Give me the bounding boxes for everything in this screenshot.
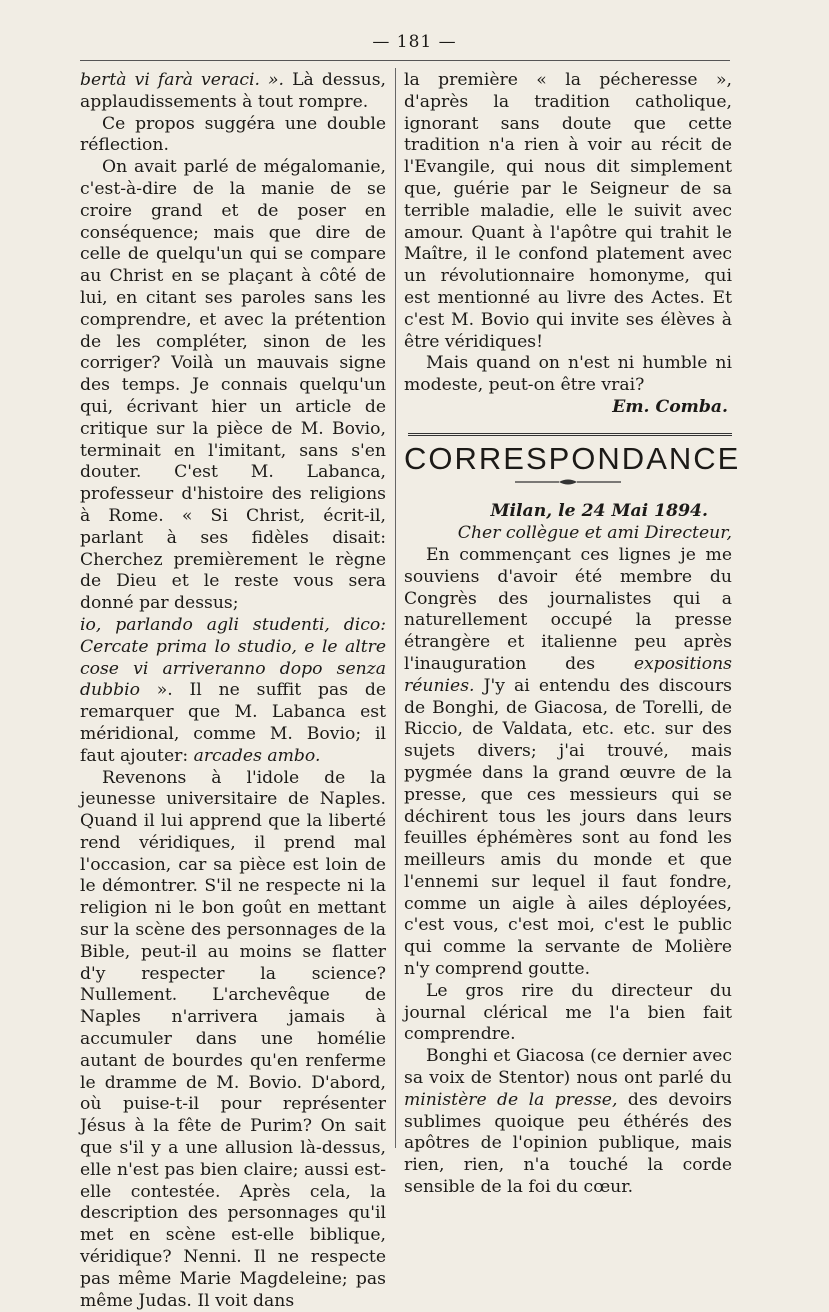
article-ending: [404, 70, 732, 397]
paragraph: [404, 1046, 732, 1199]
paragraph: Mais quand on n'est ni humble ni modeste, peut-on être vrai?: [404, 353, 732, 397]
text-run: En commençant ces lignes je me souviens d'avoir été membre du Congrès des journalistes qui a naturellement occupé la presse étrangère et italienne peu après l'inauguration des: [404, 545, 732, 674]
text-run: J'y ai entendu des discours de Bonghi, de Giacosa, de Torelli, de Riccio, de Valdata, etc. etc. sur des sujets divers; j'ai trouvé, mais pygmée dans la grand œuvre de la presse, que ces messieurs qui se déchirent tous les jours dans leurs feuilles éphémères sont au fond les meilleurs amis du monde et que l'ennemi sur lequel il faut fondre, comme un aigle à ailes déployées, c'est vous, c'est moi, c'est le public qui comme la servante de Molière n'y comprend goutte.: [404, 676, 732, 979]
author-signature: Em. Comba.: [404, 397, 732, 419]
letter-salutation: Cher collègue et ami Directeur,: [404, 523, 732, 545]
italic-text: bertà vi farà veraci. ».: [80, 70, 284, 90]
paragraph: la première « la pécheresse », d'après la tradition catholique, ignorant sans doute que cette tradition n'a rien à voir au récit de l'Evangile, qui nous dit simplement que, guérie par le Seigneur de sa terrible maladie, elle le suivit avec amour. Quant à l'apôtre qui trahit le Maître, il le confond platement avec un révolutionnaire homonyme, qui est mentionné au livre des Actes. Et c'est M. Bovio qui invite ses élèves à être véridiques!: [404, 70, 732, 353]
paragraph: Le gros rire du directeur du journal clérical me l'a bien fait comprendre.: [404, 981, 732, 1046]
header-rule: [80, 60, 730, 61]
text-run: Là dessus, applaudissements à tout rompre.: [80, 70, 386, 112]
paragraph: [404, 545, 732, 981]
italic-text: arcades ambo.: [194, 746, 321, 766]
section-separator: [408, 433, 732, 436]
text-run: des devoirs sublimes quoique peu éthérés des apôtres de l'opinion publique, mais rien, rien, n'a touché la corde sensible de la foi du cœur.: [404, 1090, 732, 1197]
paragraph: [80, 615, 386, 768]
text-run: ». Il ne suffit pas de remarquer que M. Labanca est méridional, comme M. Bovio; il faut ajouter:: [80, 680, 386, 765]
paragraph: On avait parlé de mégalomanie, c'est-à-dire de la manie de se croire grand et de poser en conséquence; mais que dire de celle de quelqu'un qui se compare au Christ en se plaçant à côté de lui, en citant ses paroles sans les comprendre, et avec la prétention de les compléter, sinon de les corriger? Voilà un mauvais signe des temps. Je connais quelqu'un qui, écrivant hier un article de critique sur la pièce de M. Bovio, terminait en l'imitant, sans s'en douter. C'est M. Labanca, professeur d'histoire des religions à Rome. « Si Christ, écrit-il, parlant à ses fidèles disait: Cherchez premièrement le règne de Dieu et le reste vous sera donné par dessus;: [80, 157, 386, 615]
page-number: — 181 —: [0, 32, 829, 52]
column-divider: [395, 68, 396, 1148]
paragraph: Ce propos suggéra une double réflection.: [80, 114, 386, 158]
paragraph: Revenons à l'idole de la jeunesse universitaire de Naples. Quand il lui apprend que la liberté rend véridiques, il prend mal l'occasion, car sa pièce est loin de le démontrer. S'il ne respecte ni la religion ni le bon goût en mettant sur la scène des personnages de la Bible, peut-il au moins se flatter d'y respecter la science? Nullement. L'archevêque de Naples n'arrivera jamais à accumuler dans une homélie autant de bourdes qu'en renferme le dramme de M. Bovio. D'abord, où puise-t-il pour représenter Jésus à la fête de Purim? On sait que s'il y a une allusion là-dessus, elle n'est pas bien claire; aussi est-elle contestée. Après cela, la description des personnages qu'il met en scène est-elle biblique, véridique? Nenni. Il ne respecte pas même Marie Magdeleine; pas même Judas. Il voit dans: [80, 768, 386, 1312]
italic-text: io, parlando agli studenti, dico: Cercate prima lo studio, e le altre cose vi arriveranno dopo senza dubbio: [80, 615, 386, 700]
letter-body: [404, 545, 732, 1199]
right-column: [404, 70, 732, 1199]
text-run: Bonghi et Giacosa (ce dernier avec sa voix de Stentor) nous ont parlé du: [404, 1046, 732, 1088]
section-title: CORRESPONDANCE: [404, 448, 732, 470]
letter-dateline: Milan, le 24 Mai 1894.: [404, 501, 732, 523]
paragraph: [80, 70, 386, 114]
italic-text: ministère de la presse,: [404, 1090, 617, 1110]
left-column: [80, 70, 386, 1312]
italic-text: expositions réunies.: [404, 654, 732, 696]
